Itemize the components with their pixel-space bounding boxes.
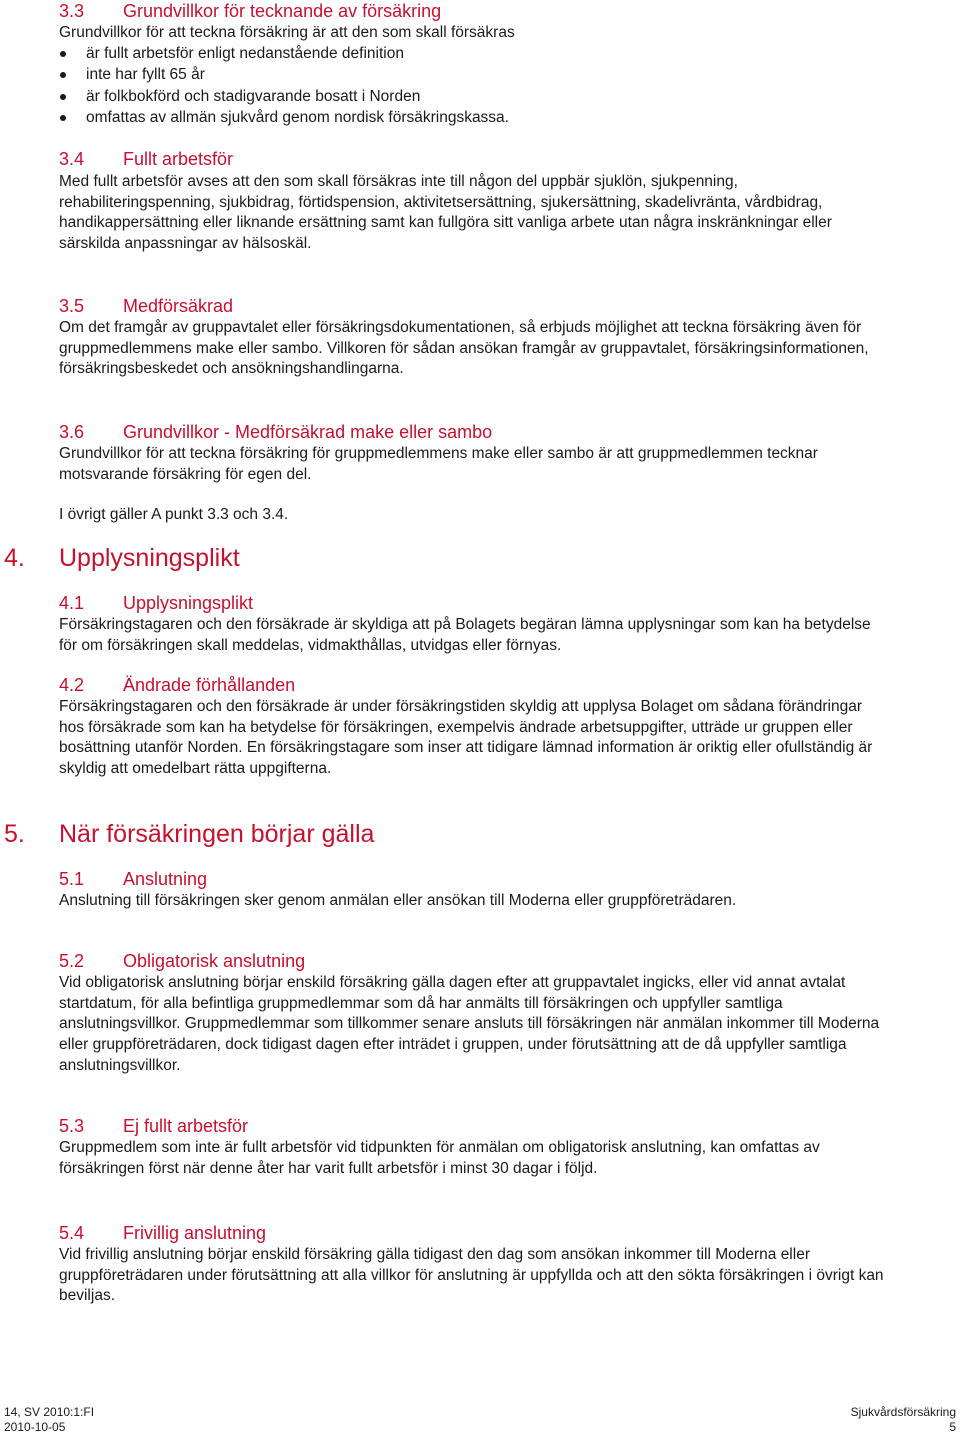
section-3-3-heading: [59, 0, 441, 22]
section-title: Upplysningsplikt: [123, 593, 254, 613]
section-5-3-body: Gruppmedlem som inte är fullt arbetsför vid tidpunkten för anmälan om obligatorisk anslutning, kan omfattas av försäkringen först när denne åter har varit fullt arbetsför i minst 30 dagar i följd.: [59, 1139, 820, 1177]
section-3-3-bullet-list: [59, 43, 509, 129]
section-number: 3.4: [59, 149, 85, 169]
section-number: 5.4: [59, 1223, 85, 1243]
section-5-4-heading: [59, 1222, 266, 1244]
footer-doc-id: 14, SV 2010:1:FI: [4, 1405, 95, 1419]
section-4-1-heading: [59, 592, 253, 614]
footer-date: 2010-10-05: [4, 1420, 66, 1434]
section-number: 3.5: [59, 296, 85, 316]
chapter-number: 5.: [4, 820, 25, 848]
section-title: Fullt arbetsför: [123, 149, 234, 169]
section-title: Grundvillkor för tecknande av försäkring: [123, 1, 442, 21]
bullet-icon: [60, 72, 66, 78]
section-5-1-body: Anslutning till försäkringen sker genom anmälan eller ansökan till Moderna eller gruppföreträdaren.: [59, 892, 737, 909]
section-3-6-heading: [59, 421, 492, 443]
chapter-4-heading: [4, 543, 240, 573]
list-item: är folkbokförd och stadigvarande bosatt i Norden: [59, 86, 509, 107]
section-4-2-heading: [59, 674, 295, 696]
section-number: 5.3: [59, 1116, 85, 1136]
chapter-title: Upplysningsplikt: [59, 544, 240, 572]
section-title: Obligatorisk anslutning: [123, 951, 306, 971]
bullet-icon: [60, 115, 66, 121]
section-4-1-body: Försäkringstagaren och den försäkrade är skyldiga att på Bolagets begäran lämna upplysningar som kan ha betydelse för om försäkringen skall meddelas, vidmakthållas, utvidgas eller förnyas.: [59, 616, 871, 654]
section-number: 4.1: [59, 593, 85, 613]
section-title: Grundvillkor - Medförsäkrad make eller sambo: [123, 422, 493, 442]
section-number: 5.1: [59, 869, 85, 889]
section-5-2-heading: [59, 950, 305, 972]
section-title: Medförsäkrad: [123, 296, 234, 316]
section-5-1-heading: [59, 868, 207, 890]
section-title: Ej fullt arbetsför: [123, 1116, 249, 1136]
section-5-2-body: Vid obligatorisk anslutning börjar enskild försäkring gälla dagen efter att gruppavtalet ingicks, eller vid annat avtalat startdatum, för alla befintliga gruppmedlemmar som då har anmälts till försäkringen och uppfyller samtliga anslutningsvillkor. Gruppmedlemmar som tillkommer senare ansluts till försäkringen när anmälan inkommer till Moderna eller gruppföreträdaren, dock tidigast dagen efter inträdet i gruppen, under förutsättning att de då uppfyller samtliga anslutningsvillkor.: [59, 974, 880, 1074]
bullet-icon: [60, 94, 66, 100]
section-5-4-body: Vid frivillig anslutning börjar enskild försäkring gälla tidigast den dag som ansökan inkommer till Moderna eller gruppföreträdaren under förutsättning att alla villkor för anslutning är uppfyllda och att den sökta försäkringen i övrigt kan beviljas.: [59, 1246, 884, 1305]
section-3-6-body: Grundvillkor för att teckna försäkring för gruppmedlemmens make eller sambo är att gruppmedlemmen tecknar motsvarande försäkring för egen del.: [59, 445, 818, 483]
chapter-5-heading: [4, 819, 374, 849]
footer-product: Sjukvårdsförsäkring: [850, 1405, 956, 1419]
section-4-2-body: Försäkringstagaren och den försäkrade är under försäkringstiden skyldig att upplysa Bolaget om sådana förändringar hos försäkrade som kan ha betydelse för försäkringen, exempelvis ändrade arbetsuppgifter, utträde ur gruppen eller bosättning utanför Norden. En försäkringstagare som inser att tidigare lämnad information är oriktig eller ofullständig är skyldig att omedelbart rätta uppgifterna.: [59, 698, 873, 778]
section-title: Anslutning: [123, 869, 208, 889]
section-5-3-heading: [59, 1115, 248, 1137]
section-title: Frivillig anslutning: [123, 1223, 267, 1243]
list-item: omfattas av allmän sjukvård genom nordisk försäkringskassa.: [59, 107, 509, 128]
bullet-icon: [60, 51, 66, 57]
list-item: är fullt arbetsför enligt nedanstående definition: [59, 43, 509, 64]
section-number: 4.2: [59, 675, 85, 695]
chapter-number: 4.: [4, 544, 25, 572]
section-number: 3.3: [59, 1, 85, 21]
section-3-5-heading: [59, 295, 233, 317]
section-title: Ändrade förhållanden: [123, 675, 296, 695]
section-3-3-intro: Grundvillkor för att teckna försäkring är att den som skall försäkras: [59, 24, 515, 41]
section-number: 5.2: [59, 951, 85, 971]
section-number: 3.6: [59, 422, 85, 442]
section-3-4-heading: [59, 148, 233, 170]
section-3-6-note: I övrigt gäller A punkt 3.3 och 3.4.: [59, 506, 289, 523]
list-item: inte har fyllt 65 år: [59, 64, 509, 85]
section-3-4-body: Med fullt arbetsför avses att den som skall försäkras inte till någon del uppbär sjuklön, sjukpenning, rehabiliteringspenning, sjukbidrag, förtidspension, aktivitetsersättning, sjukersättning, skadelivränta, vårdbidrag, handikappersättning eller liknande ersättning samt kan fullgöra sitt vanliga arbete utan några inskränkningar eller särskilda anpassningar av hälsoskäl.: [59, 173, 832, 253]
chapter-title: När försäkringen börjar gälla: [59, 820, 375, 848]
footer-page-number: 5: [949, 1420, 956, 1434]
section-3-5-body: Om det framgår av gruppavtalet eller försäkringsdokumentationen, så erbjuds möjlighet att teckna försäkring även för gruppmedlemmens make eller sambo. Villkoren för sådan ansökan framgår av gruppavtalet, försäkringsinformationen, försäkringsbeskedet och ansökningshandlingarna.: [59, 319, 869, 378]
